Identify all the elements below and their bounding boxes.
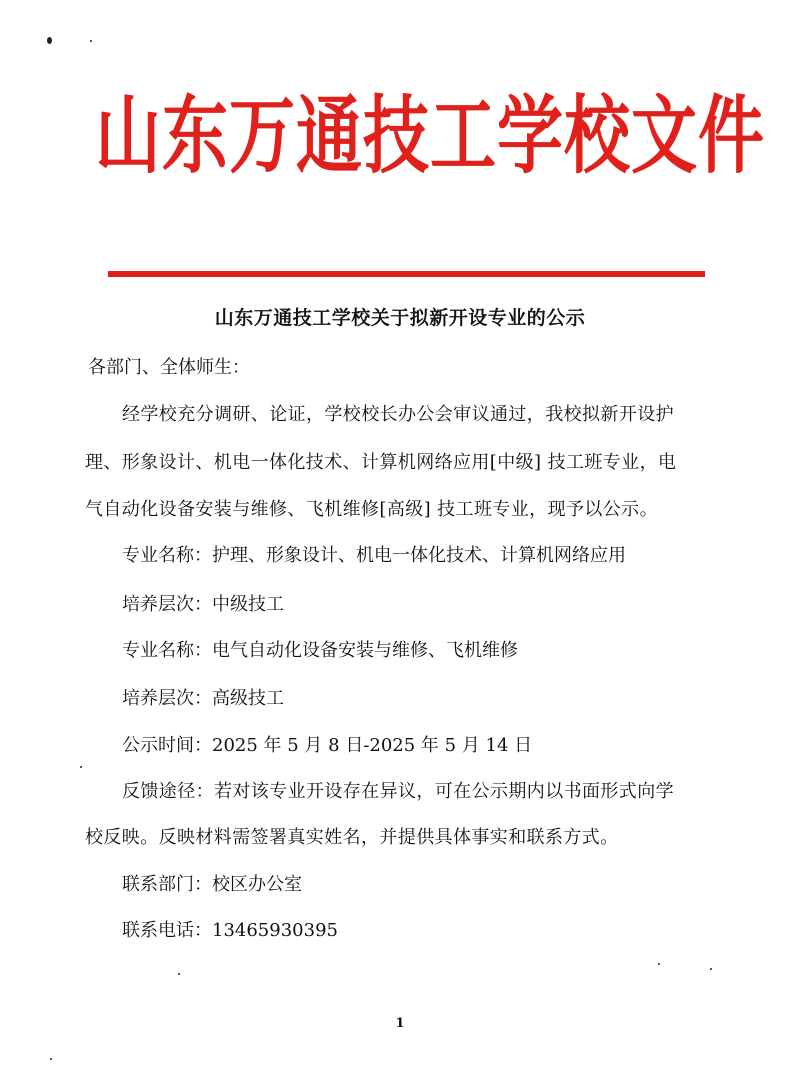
contact-department: 联系部门：校区办公室	[122, 874, 302, 895]
scan-speck	[47, 37, 52, 44]
major-names-intermediate: 专业名称：护理、形象设计、机电一体化技术、计算机网络应用	[122, 545, 626, 566]
feedback-channel: 反馈途径：若对该专业开设存在异议，可在公示期内以书面形式向学	[122, 781, 674, 802]
training-level-intermediate: 培养层次：中级技工	[122, 594, 284, 615]
training-level-advanced: 培养层次：高级技工	[122, 688, 284, 709]
scan-speck	[710, 968, 712, 970]
scan-speck	[80, 766, 82, 768]
paragraph-line: 气自动化设备安装与维修、飞机维修[高级] 技工班专业，现予以公示。	[85, 499, 658, 520]
letterhead-title: 山东万通技工学校文件	[95, 87, 765, 186]
major-names-advanced: 专业名称：电气自动化设备安装与维修、飞机维修	[122, 640, 518, 661]
contact-phone: 联系电话：13465930395	[122, 920, 338, 941]
letterhead-red-rule	[108, 271, 705, 277]
scan-speck	[658, 963, 660, 965]
salutation: 各部门、全体师生：	[88, 357, 250, 378]
notice-title: 山东万通技工学校关于拟新开设专业的公示	[214, 307, 586, 329]
page-number: 1	[395, 1016, 405, 1031]
publicity-period: 公示时间：2025 年 5 月 8 日-2025 年 5 月 14 日	[122, 735, 533, 756]
scan-speck	[90, 40, 92, 42]
feedback-channel-continued: 校反映。反映材料需签署真实姓名，并提供具体事实和联系方式。	[85, 827, 619, 848]
scan-speck	[50, 1058, 52, 1060]
scan-speck	[178, 973, 180, 975]
paragraph-line: 理、形象设计、机电一体化技术、计算机网络应用[中级] 技工班专业，电	[85, 452, 677, 473]
paragraph-line: 经学校充分调研、论证，学校校长办公会审议通过，我校拟新开设护	[122, 404, 674, 425]
